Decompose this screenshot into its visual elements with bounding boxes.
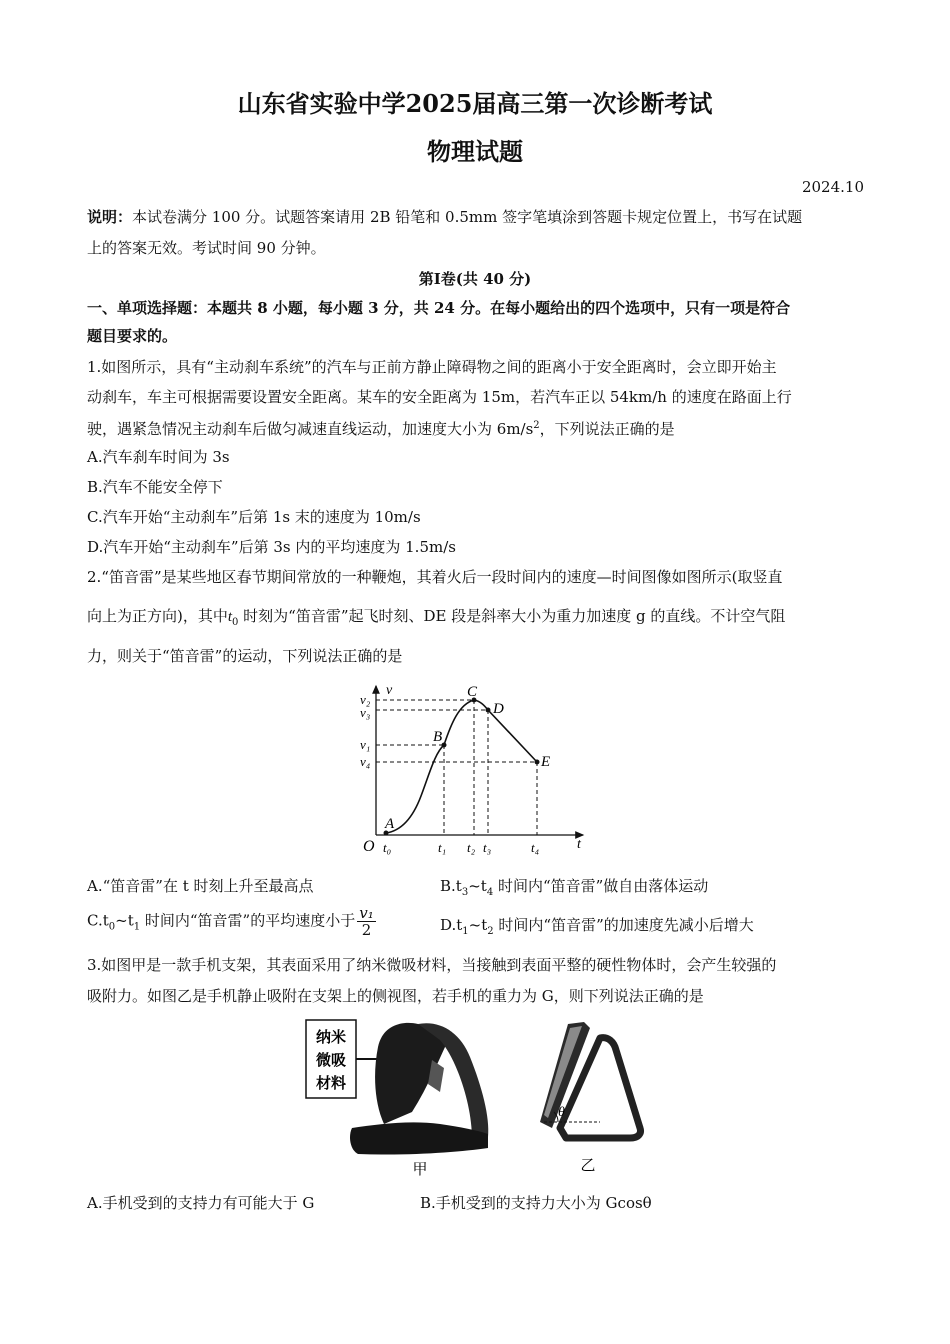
velocity-time-graph: [355, 678, 595, 858]
q2-c-denominator: 2: [361, 921, 372, 939]
q2-b-sub2: 4: [486, 887, 494, 898]
instructions-text-1: 本试卷满分 100 分。试题答案请用 2B 铅笔和 0.5mm 签字笔填涂到答题卡规定位置上，书写在试题: [132, 208, 803, 226]
q2-c-post: 时间内“笛音雷”的平均速度小于: [140, 911, 356, 930]
tick-label-v2: v₂: [360, 692, 371, 707]
q3-line1: 3.如图甲是一款手机支架，其表面采用了纳米微吸材料，当接触到表面平整的硬性物体时，会产生较强的: [87, 956, 777, 974]
q2-option-b: [440, 875, 708, 898]
q1-option-d: D.汽车开始“主动刹车”后第 3s 内的平均速度为 1.5m/s: [87, 538, 456, 556]
q2-option-c: [87, 905, 376, 938]
q2-b-sub1: 3: [461, 887, 469, 898]
q2-b-mid: ~t: [468, 877, 487, 895]
point-e-label: E: [541, 754, 551, 770]
caption-yi: 乙: [580, 1158, 596, 1174]
volume-heading: 第Ⅰ卷(共 40 分): [418, 270, 532, 288]
q1-line2: 动刹车，车主可根据需要设置安全距离。某车的安全距离为 15m，若汽车正以 54km/h 的速度在路面上行: [87, 388, 792, 406]
tick-label-t3: t₃: [483, 840, 492, 855]
t-axis-label: t: [577, 837, 581, 852]
q2-d-sub1: 1: [462, 926, 469, 937]
section1-line2: 题目要求的。: [87, 327, 178, 345]
point-e: [535, 760, 540, 765]
point-d: [486, 708, 491, 713]
phone-holder-figure-yi: [530, 1018, 660, 1178]
q1-line3-text: 驶，遇紧急情况主动刹车后做匀减速直线运动，加速度大小为 6m/s: [87, 420, 534, 438]
q1-line1: 1.如图所示，具有“主动刹车系统”的汽车与正前方静止障碍物之间的距离小于安全距离时，会立即开始主: [87, 358, 777, 376]
q2-c-fraction: [357, 905, 376, 938]
material-label-line1: 纳米: [315, 1030, 347, 1046]
q2-b-pre: B.t: [440, 877, 462, 895]
phone-holder-figure-jia: [300, 1012, 500, 1177]
exam-title: 山东省实验中学2025届高三第一次诊断考试: [237, 89, 713, 118]
origin-label: O: [363, 838, 375, 855]
q2-c-sub2: 1: [133, 921, 141, 933]
q2-b-post: 时间内“笛音雷”做自由落体运动: [493, 877, 709, 895]
material-label-line2: 微吸: [315, 1053, 347, 1069]
q2-line2-sub: 0: [232, 617, 239, 628]
q2-option-a: A.“笛音雷”在 t 时刻上升至最高点: [87, 877, 314, 895]
tick-label-t1: t₁: [438, 840, 447, 855]
tick-label-t4: t₄: [531, 840, 540, 855]
q1-option-c: C.汽车开始“主动刹车”后第 1s 末的速度为 10m/s: [87, 508, 421, 526]
q3-line2: 吸附力。如图乙是手机静止吸附在支架上的侧视图，若手机的重力为 G，则下列说法正确的是: [87, 987, 704, 1005]
q2-line2-var: t: [227, 609, 233, 625]
point-a-label: A: [385, 816, 395, 832]
caption-jia: 甲: [412, 1162, 428, 1177]
q2-c-numerator: v₁: [359, 904, 374, 922]
material-label-line3: 材料: [315, 1076, 347, 1092]
q1-line3-sup: 2: [533, 420, 540, 431]
tick-label-t2: t₂: [467, 840, 476, 855]
q2-c-mid: ~t: [115, 911, 134, 930]
exam-date: 2024.10: [801, 178, 864, 196]
point-c-label: C: [467, 684, 478, 700]
q2-d-sub2: 2: [487, 926, 494, 937]
q1-line3-tail: ，下列说法正确的是: [539, 420, 675, 438]
q2-d-mid: ~t: [468, 916, 488, 934]
velocity-curve: [386, 700, 537, 833]
instructions-line1: [87, 207, 802, 227]
tick-label-v4: v₄: [360, 754, 371, 769]
holder-base: [350, 1122, 488, 1154]
q2-line3: 力，则关于“笛音雷”的运动，下列说法正确的是: [87, 647, 403, 665]
q2-line1: 2.“笛音雷”是某些地区春节期间常放的一种鞭炮，其着火后一段时间内的速度—时间图像如图所示(取竖直: [87, 568, 783, 586]
point-b: [442, 743, 447, 748]
instructions-label: 说明：: [87, 208, 133, 226]
q1-line3: [87, 416, 675, 439]
q1-option-b: B.汽车不能安全停下: [87, 478, 223, 496]
section1-line1: 一、单项选择题：本题共 8 小题，每小题 3 分，共 24 分。在每小题给出的四个选项中，只有一项是符合: [87, 299, 791, 317]
q3-option-a: A.手机受到的支持力有可能大于 G: [87, 1194, 315, 1212]
q2-d-post: 时间内“笛音雷”的加速度先减小后增大: [493, 916, 754, 934]
instructions-line2: 上的答案无效。考试时间 90 分钟。: [87, 239, 326, 257]
q1-option-a: A.汽车刹车时间为 3s: [87, 448, 230, 466]
q2-d-pre: D.t: [440, 916, 463, 934]
point-b-label: B: [433, 729, 443, 745]
q2-option-d: [440, 914, 754, 937]
angle-theta-label: θ: [558, 1105, 565, 1120]
tick-label-t0: t₀: [383, 840, 392, 855]
q2-line2: [87, 606, 785, 633]
tick-label-v1: v₁: [360, 737, 371, 752]
v-axis-label: v: [386, 683, 393, 698]
point-d-label: D: [493, 701, 504, 717]
q2-c-sub1: 0: [108, 921, 116, 933]
guide-lines: [376, 700, 537, 835]
q2-line2-text: 向上为正方向)，其中: [87, 607, 228, 625]
exam-subtitle: 物理试题: [427, 137, 523, 166]
tick-label-v3: v₃: [360, 705, 371, 720]
q3-option-b: B.手机受到的支持力大小为 Gcosθ: [420, 1194, 652, 1212]
q2-line2-tail: 时刻为“笛音雷”起飞时刻、DE 段是斜率大小为重力加速度 g 的直线。不计空气阻: [238, 607, 786, 625]
q2-c-pre: C.t: [87, 911, 109, 930]
